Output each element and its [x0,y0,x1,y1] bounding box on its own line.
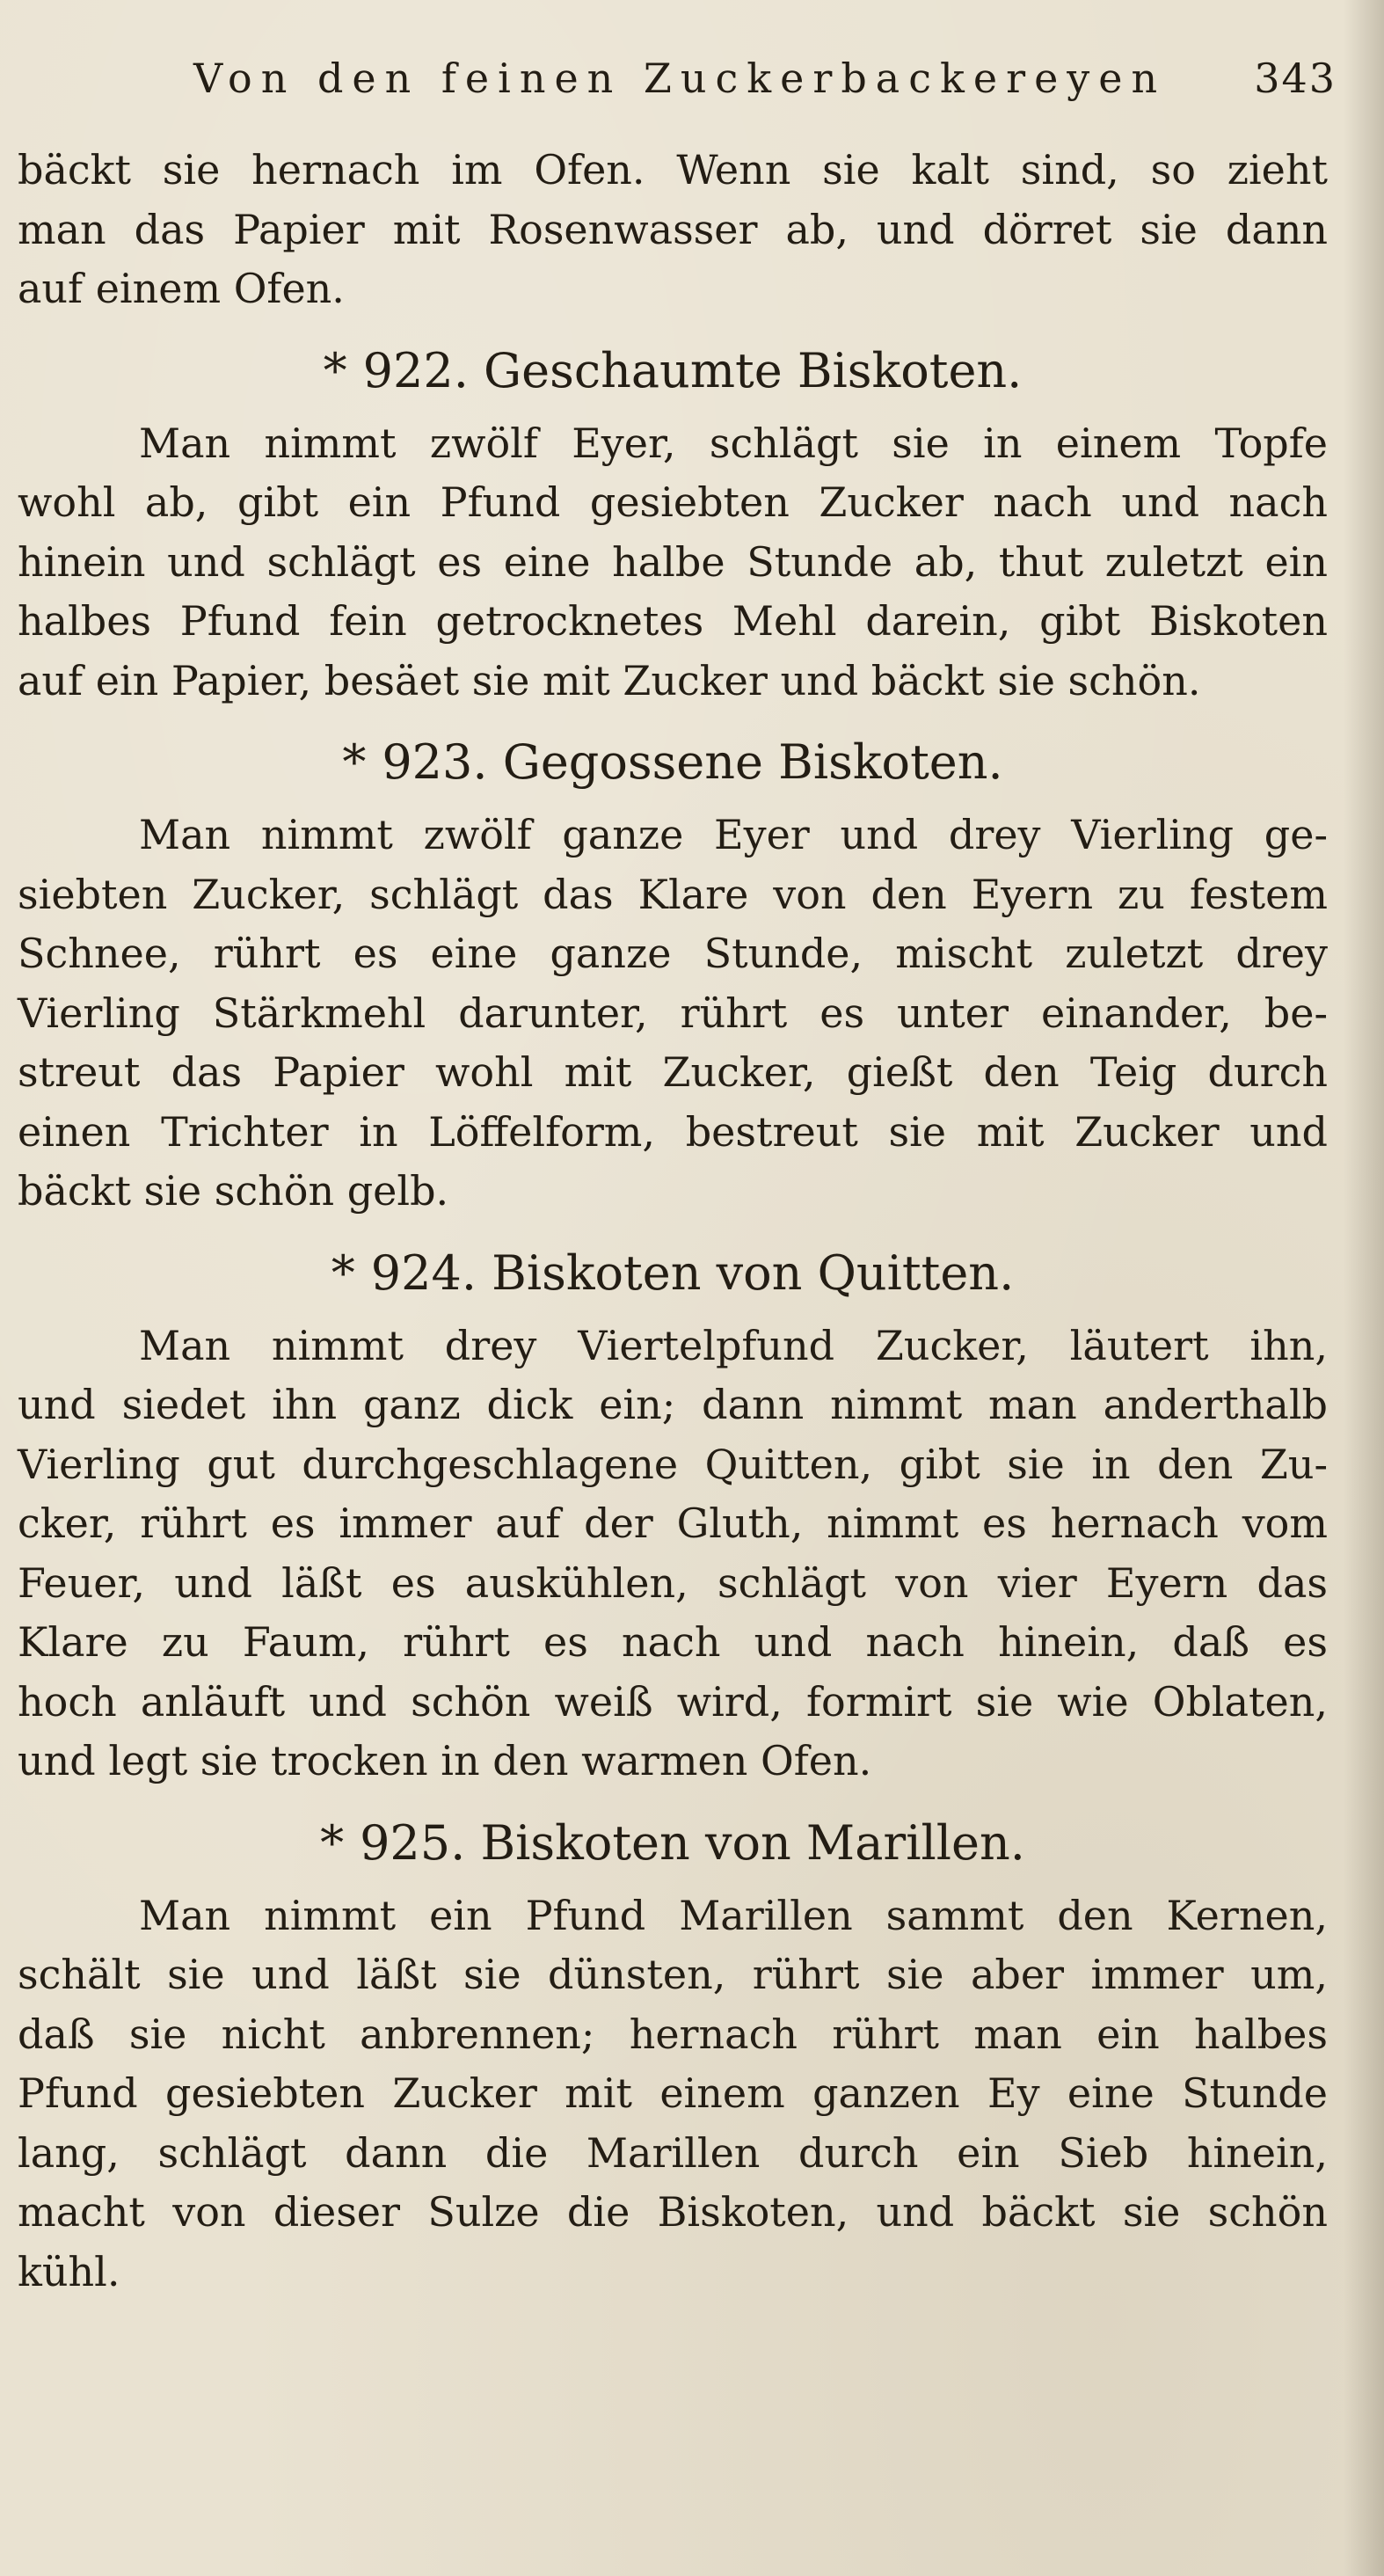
text-line: Man nimmt zwölf ganze Eyer und drey Vierling ge- [139,811,1328,858]
heading-asterisk: * [331,1244,355,1301]
text-line: Vierling Stärkmehl darunter, rührt es unter einander, be- [18,989,1328,1037]
recipe-922 [18,332,1328,712]
text-line: und siedet ihn ganz dick ein; dann nimmt man anderthalb [18,1381,1328,1428]
recipe-923 [18,723,1328,1222]
running-head [193,55,1337,116]
recipe-924 [18,1234,1328,1792]
text-line: Pfund gesiebten Zucker mit einem ganzen Ey eine Stunde [18,2069,1328,2117]
heading-text: 925. Biskoten von Marillen. [360,1814,1025,1871]
heading-asterisk: * [320,1814,345,1871]
text-line: Schnee, rührt es eine ganze Stunde, mischt zuletzt drey [18,930,1328,977]
running-head-title: Von den feinen Zuckerbackereyen [193,55,1167,102]
text-line: man das Papier mit Rosenwasser ab, und dörret sie dann [18,205,1328,253]
recipe-heading [18,723,1328,802]
text-line: macht von dieser Sulze die Biskoten, und bäckt sie schön [18,2188,1328,2236]
recipe-heading [18,1804,1328,1883]
text-line: wohl ab, gibt ein Pfund gesiebten Zucker nach und nach [18,478,1328,526]
heading-asterisk: * [323,342,347,398]
text-line: schält sie und läßt sie dünsten, rührt sie aber immer um, [18,1951,1328,1998]
text-line: Man nimmt drey Viertelpfund Zucker, läutert ihn, [139,1321,1328,1369]
text-line: bäckt sie hernach im Ofen. Wenn sie kalt sind, so zieht [18,146,1328,193]
text-line: auf ein Papier, besäet sie mit Zucker und bäckt sie schön. [18,656,1201,704]
text-line: hoch anläuft und schön weiß wird, formirt sie wie Oblaten, [18,1677,1328,1726]
text-line: halbes Pfund fein getrocknetes Mehl darein, gibt Biskoten [18,597,1328,645]
text-line: daß sie nicht anbrennen; hernach rührt man ein halbes [18,2010,1328,2058]
text-line: und legt sie trocken in den warmen Ofen. [18,1737,872,1784]
text-line: kühl. [18,2247,120,2295]
text-line: Vierling gut durchgeschlagene Quitten, gibt sie in den Zu- [18,1440,1328,1488]
text-line: lang, schlägt dann die Marillen durch ein Sieb hinein, [18,2128,1328,2177]
heading-text: 922. Geschaumte Biskoten. [362,342,1023,398]
text-line: bäckt sie schön gelb. [18,1167,449,1215]
body-text [18,141,1328,2302]
continuation-paragraph [18,141,1328,319]
recipe-925 [18,1804,1328,2302]
text-line: hinein und schlägt es eine halbe Stunde ab, thut zuletzt ein [18,537,1328,586]
page-number: 343 [1254,55,1337,102]
recipe-heading [18,332,1328,411]
heading-text: 923. Gegossene Biskoten. [382,734,1003,790]
text-line: Klare zu Faum, rührt es nach und nach hinein, daß es [18,1618,1328,1666]
page-edge-shadow [1344,0,1384,2576]
recipe-heading [18,1234,1328,1313]
text-line: streut das Papier wohl mit Zucker, gießt den Teig durch [18,1048,1328,1096]
heading-asterisk: * [342,734,367,790]
text-line: Feuer, und läßt es auskühlen, schlägt von vier Eyern das [18,1558,1328,1607]
heading-text: 924. Biskoten von Quitten. [370,1244,1015,1301]
text-line: auf einem Ofen. [18,265,345,312]
text-line: cker, rührt es immer auf der Gluth, nimmt es hernach vom [18,1500,1328,1547]
text-line: Man nimmt zwölf Eyer, schlägt sie in einem Topfe [139,419,1328,467]
text-line: einen Trichter in Löffelform, bestreut sie mit Zucker und [18,1107,1328,1156]
text-line: siebten Zucker, schlägt das Klare von den Eyern zu festem [18,870,1328,918]
text-line: Man nimmt ein Pfund Marillen sammt den Kernen, [139,1891,1328,1939]
